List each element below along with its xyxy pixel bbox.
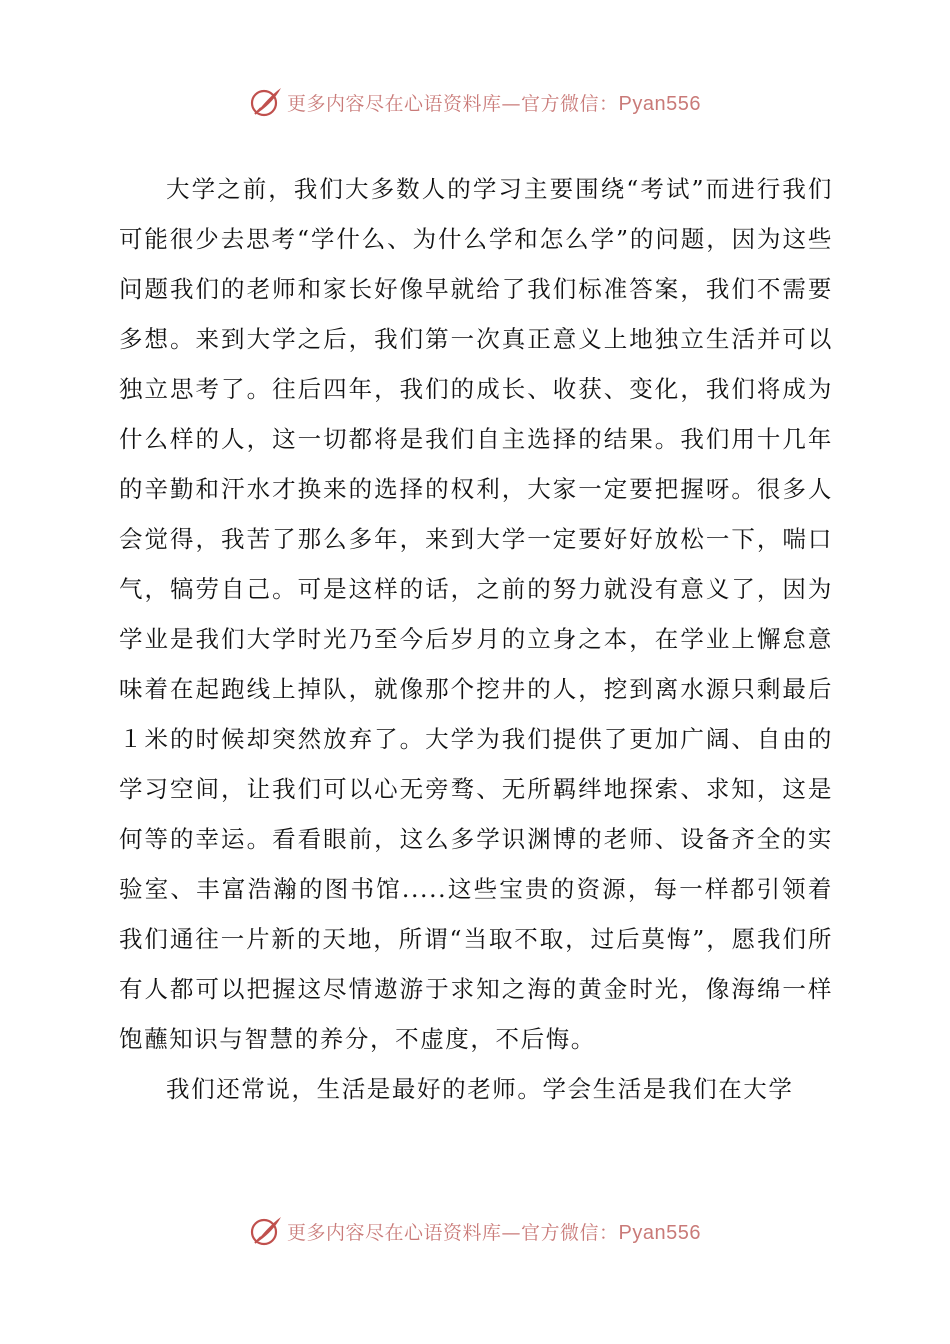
banner-wechat-id: Pyan556 <box>618 1221 701 1244</box>
paragraph-1: 大学之前，我们大多数人的学习主要围绕“考试”而进行我们可能很少去思考“学什么、为什么学和怎么学”的问题，因为这些问题我们的老师和家长好像早就给了我们标准答案，我们不需要多想。来到大学之后，我们第一次真正意义上地独立生活并可以独立思考了。往后四年，我们的成长、收获、变化，我们将成为什么样的人，这一切都将是我们自主选择的结果。我们用十几年的辛勤和汗水才换来的选择的权利，大家一定要把握呀。很多人会觉得，我苦了那么多年，来到大学一定要好好放松一下，喘口气，犒劳自己。可是这样的话，之前的努力就没有意义了，因为学业是我们大学时光乃至今后岁月的立身之本，在学业上懈怠意味着在起跑线上掉队，就像那个挖井的人，挖到离水源只剩最后１米的时候却突然放弃了。大学为我们提供了更加广阔、自由的学习空间，让我们可以心无旁骛、无所羁绊地探索、求知，这是何等的幸运。看看眼前，这么多学识渊博的老师、设备齐全的实验室、丰富浩瀚的图书馆.....这些宝贵的资源，每一样都引领着我们通往一片新的天地，所谓“当取不取，过后莫悔”，愿我们所有人都可以把握这尽情遨游于求知之海的黄金时光，像海绵一样饱蘸知识与智慧的养分，不虚度，不后悔。 <box>119 175 833 1053</box>
banner-label: 更多内容尽在心语资料库—官方微信： <box>287 1221 619 1244</box>
document-body <box>119 164 833 1114</box>
footer-banner <box>0 1211 950 1251</box>
header-banner <box>0 82 950 122</box>
banner-wechat-id: Pyan556 <box>618 92 701 115</box>
banner-label: 更多内容尽在心语资料库—官方微信： <box>287 92 619 115</box>
quill-pen-logo-icon <box>249 85 283 119</box>
quill-pen-logo-icon <box>249 1214 283 1248</box>
paragraph-2: 我们还常说，生活是最好的老师。学会生活是我们在大学 <box>166 1075 794 1103</box>
banner-text <box>287 89 701 116</box>
banner-text <box>287 1218 701 1245</box>
